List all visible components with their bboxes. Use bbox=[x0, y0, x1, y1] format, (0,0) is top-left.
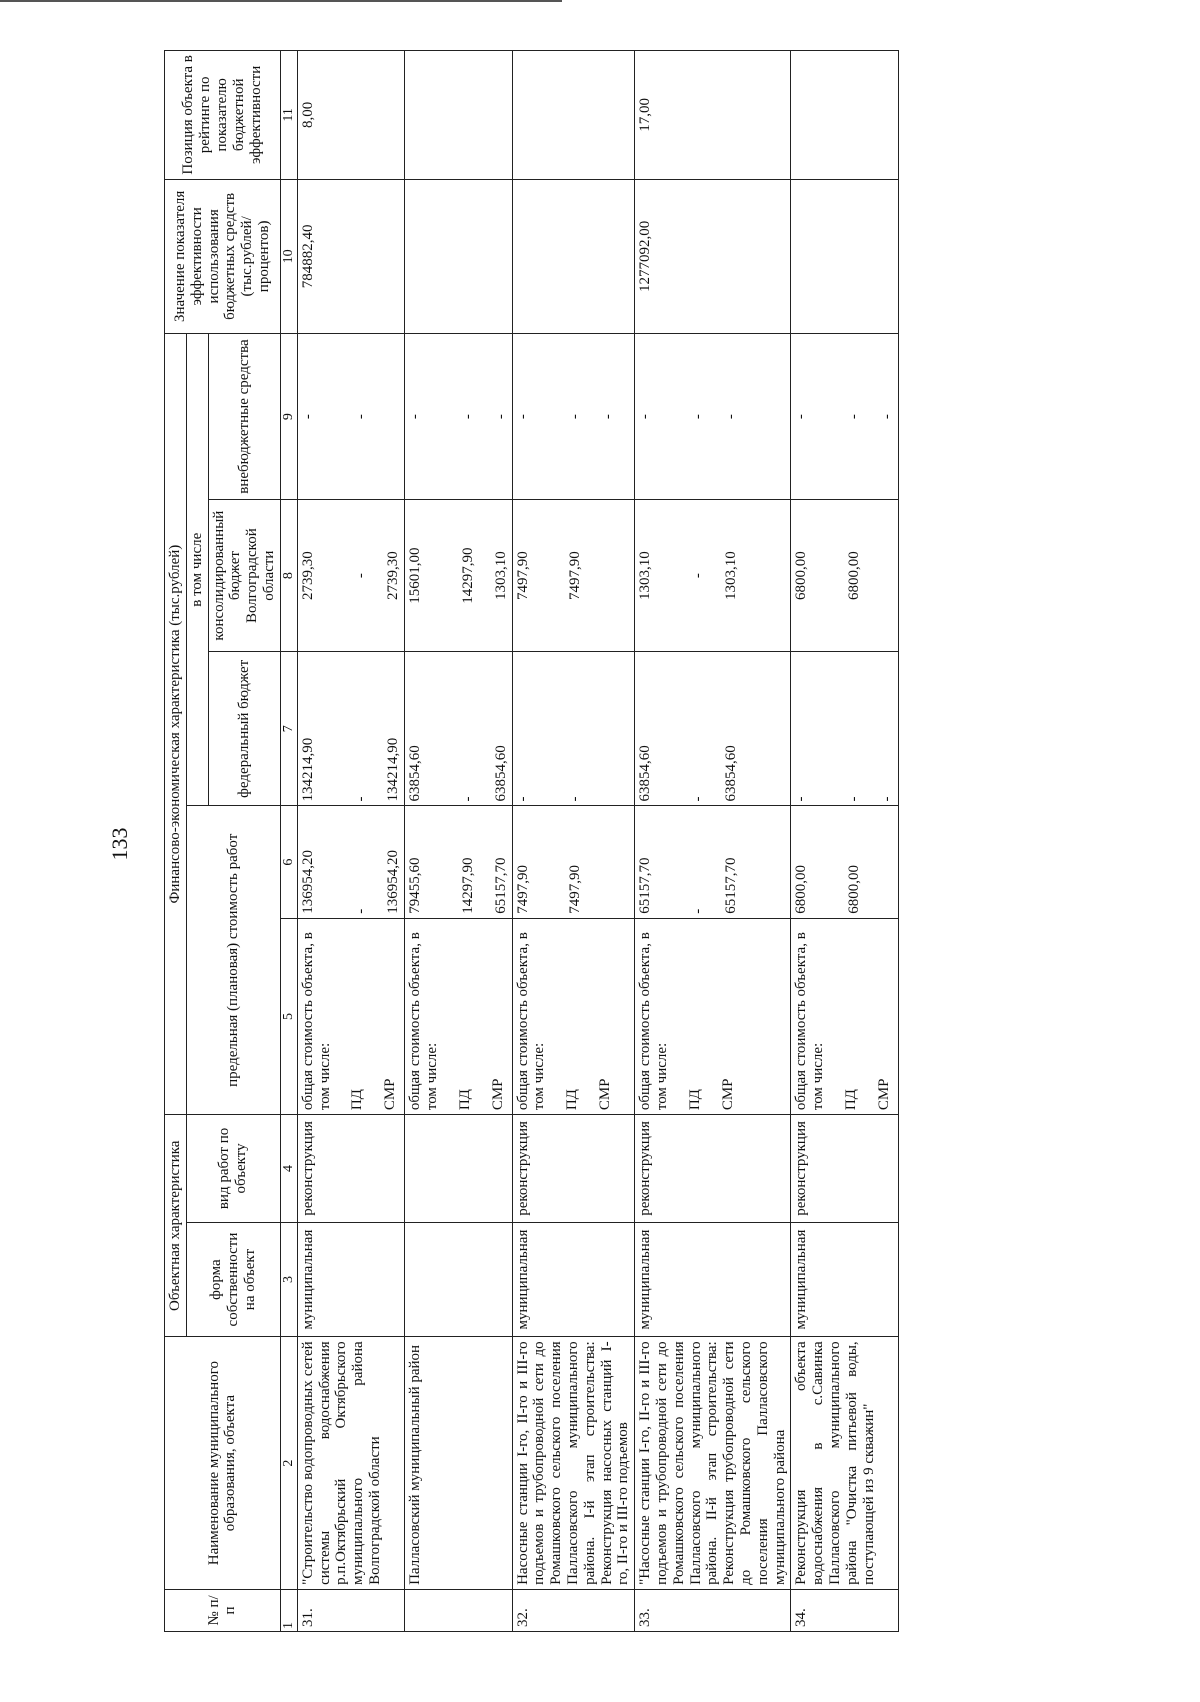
pd-extrabudget: - bbox=[352, 414, 369, 420]
smr-label: СМР bbox=[489, 1078, 506, 1111]
total-value: 7497,90 bbox=[514, 864, 531, 914]
total-regional: 1303,10 bbox=[637, 551, 654, 600]
total-regional: 6800,00 bbox=[793, 551, 810, 600]
col-number: 8 bbox=[280, 500, 297, 652]
header-object-char: Объектная характеристика bbox=[165, 1115, 187, 1337]
col-number: 9 bbox=[280, 334, 297, 500]
col-number: 6 bbox=[280, 806, 297, 918]
cost-total bbox=[635, 806, 791, 918]
pd-label: ПД bbox=[349, 1089, 366, 1111]
pd-federal: - bbox=[459, 796, 476, 802]
total-value: 136954,20 bbox=[299, 849, 316, 914]
pd-label: ПД bbox=[842, 1089, 859, 1111]
table-row bbox=[405, 51, 512, 1632]
smr-label: СМР bbox=[382, 1078, 399, 1111]
rank-value: 17,00 bbox=[635, 51, 791, 180]
total-value: 65157,70 bbox=[637, 857, 654, 914]
header-col-federal: федеральный бюджет bbox=[208, 652, 280, 806]
total-value: 6800,00 bbox=[793, 864, 810, 914]
object-name: Реконструкция объекта водоснабжения в с.Савинка Палласовского муниципального района "Очистка питьевой воды, поступающей из 9 скважин" bbox=[791, 1337, 898, 1590]
row-num: 33. bbox=[635, 1589, 791, 1631]
pd-value: 6800,00 bbox=[846, 864, 863, 914]
header-col-efficiency: Значение показателя эффективности использования бюджетных средств (тыс.рублей/ процентов) bbox=[165, 179, 281, 333]
object-name: Насосные станции I-го, II-го и III-го подъемов и трубопроводной сети до Ромашковского сельского поселения Палласовского муниципального района. I-й этап строительства: Реконструкция насосных станций I-го, II-го и III-го подъемов bbox=[512, 1337, 635, 1590]
col-number: 1 bbox=[280, 1589, 297, 1631]
total-federal: 134214,90 bbox=[299, 737, 316, 802]
smr-label: СМР bbox=[596, 1078, 613, 1111]
header-fin-char: Финансово-экономическая характеристика (тыс.рублей) bbox=[165, 334, 187, 1115]
scan-edge-line bbox=[0, 0, 562, 2]
work-type: реконструкция bbox=[297, 1115, 404, 1223]
efficiency-value: 784882,40 bbox=[297, 179, 404, 333]
object-name: "Строительство водопроводных сетей системы водоснабжения р.п.Октябрьский Октябрьского муниципального района Волгоградской области bbox=[297, 1337, 404, 1590]
row-num: 34. bbox=[791, 1589, 898, 1631]
pd-regional: - bbox=[352, 573, 369, 579]
total-label: общая стоимость объекта, в том числе: bbox=[514, 932, 548, 1111]
regional-budget bbox=[512, 500, 635, 652]
regional-budget bbox=[297, 500, 404, 652]
page-number: 133 bbox=[107, 827, 132, 861]
ownership: муниципальная bbox=[635, 1222, 791, 1337]
table-row bbox=[297, 51, 404, 1632]
header-col-cost: предельная (плановая) стоимость работ bbox=[186, 806, 280, 1115]
work-type: реконструкция bbox=[635, 1115, 791, 1223]
table-header bbox=[165, 51, 298, 1632]
smr-regional: 1303,10 bbox=[492, 551, 509, 600]
efficiency-value: 1277092,00 bbox=[635, 179, 791, 333]
federal-budget bbox=[297, 652, 404, 806]
extrabudget bbox=[297, 334, 404, 500]
cost-total bbox=[297, 806, 404, 918]
federal-budget bbox=[791, 652, 898, 806]
smr-regional: 2739,30 bbox=[385, 551, 402, 600]
table-row bbox=[791, 51, 898, 1632]
column-number-row bbox=[280, 51, 297, 1632]
row-num: 32. bbox=[512, 1589, 635, 1631]
total-regional: 2739,30 bbox=[299, 551, 316, 600]
pd-value: - bbox=[352, 908, 369, 914]
cost-total bbox=[791, 806, 898, 918]
pd-value: - bbox=[689, 908, 706, 914]
smr-federal: 134214,90 bbox=[385, 737, 402, 802]
smr-label: СМР bbox=[875, 1078, 892, 1111]
header-col-work: вид работ по объекту bbox=[186, 1115, 280, 1223]
pd-regional: 6800,00 bbox=[846, 551, 863, 600]
federal-budget bbox=[405, 652, 512, 806]
pd-federal: - bbox=[846, 796, 863, 802]
pd-label: ПД bbox=[686, 1089, 703, 1111]
col-number: 7 bbox=[280, 652, 297, 806]
cost-total bbox=[405, 806, 512, 918]
col-number: 11 bbox=[280, 51, 297, 180]
col-number: 4 bbox=[280, 1115, 297, 1223]
ownership: муниципальная bbox=[512, 1222, 635, 1337]
pd-federal: - bbox=[352, 796, 369, 802]
header-col-rank: Позиция объекта в рейтинге по показателю бюджетной эффективности bbox=[165, 51, 281, 180]
pd-label: ПД bbox=[564, 1089, 581, 1111]
table-row bbox=[635, 51, 791, 1632]
work-type: реконструкция bbox=[791, 1115, 898, 1223]
smr-value: 136954,20 bbox=[385, 849, 402, 914]
ownership: муниципальная bbox=[297, 1222, 404, 1337]
rank-value: 8,00 bbox=[297, 51, 404, 180]
pd-regional: 7497,90 bbox=[567, 551, 584, 600]
total-extrabudget: - bbox=[299, 414, 316, 420]
cost-labels bbox=[405, 918, 512, 1114]
extrabudget: - - - bbox=[791, 334, 898, 500]
pd-federal: - bbox=[689, 796, 706, 802]
total-label: общая стоимость объекта, в том числе: bbox=[793, 932, 827, 1111]
object-name: "Насосные станции I-го, II-го и III-го подъемов и трубопроводной сети до Ромашковского сельского поселения Палласовского муниципального района. II-й этап строительства: Реконструкция трубопроводной сети до Ромашковского сельского поселения Палласовского муниципального района bbox=[635, 1337, 791, 1590]
row-num: 31. bbox=[297, 1589, 404, 1631]
total-regional: 15601,00 bbox=[407, 547, 424, 604]
district-name: Палласовский муниципальный район bbox=[405, 1337, 512, 1590]
header-col-regional: консолидированный бюджет Волгоградской области bbox=[208, 500, 280, 652]
regional-budget bbox=[405, 500, 512, 652]
smr-federal: 63854,60 bbox=[722, 745, 739, 802]
smr-federal: - bbox=[878, 796, 895, 802]
header-incl: в том числе bbox=[186, 334, 208, 806]
ownership: муниципальная bbox=[791, 1222, 898, 1337]
cost-labels bbox=[297, 918, 404, 1114]
extrabudget: - - - bbox=[512, 334, 635, 500]
pd-federal: - bbox=[567, 796, 584, 802]
total-federal: - bbox=[514, 796, 531, 802]
federal-budget bbox=[512, 652, 635, 806]
total-federal: - bbox=[793, 796, 810, 802]
total-federal: 63854,60 bbox=[637, 745, 654, 802]
pd-value: 7497,90 bbox=[567, 864, 584, 914]
header-col-ownership: форма собственности на объект bbox=[186, 1222, 280, 1337]
regional-budget bbox=[791, 500, 898, 652]
pd-regional: - bbox=[689, 573, 706, 579]
total-label: общая стоимость объекта, в том числе: bbox=[407, 932, 440, 1111]
federal-budget bbox=[635, 652, 791, 806]
smr-value: 65157,70 bbox=[492, 857, 509, 914]
pd-regional: 14297,90 bbox=[459, 547, 476, 604]
extrabudget: - - - bbox=[405, 334, 512, 500]
col-number: 3 bbox=[280, 1222, 297, 1337]
regional-budget bbox=[635, 500, 791, 652]
col-number: 5 bbox=[280, 918, 297, 1114]
cost-labels bbox=[791, 918, 898, 1114]
smr-federal: 63854,60 bbox=[492, 745, 509, 802]
cost-labels bbox=[512, 918, 635, 1114]
rotated-table-wrapper bbox=[164, 50, 1192, 1632]
total-value: 79455,60 bbox=[407, 857, 424, 914]
col-number: 10 bbox=[280, 179, 297, 333]
smr-label: СМР bbox=[719, 1078, 736, 1111]
smr-value: 65157,70 bbox=[722, 857, 739, 914]
header-col-name: Наименование муниципального образования, объекта bbox=[165, 1337, 281, 1590]
total-label: общая стоимость объекта, в том числе: bbox=[637, 932, 670, 1111]
total-regional: 7497,90 bbox=[514, 551, 531, 600]
table-body bbox=[297, 51, 898, 1632]
extrabudget: - - - bbox=[635, 334, 791, 500]
pd-label: ПД bbox=[456, 1089, 473, 1111]
cost-total bbox=[512, 806, 635, 918]
pd-value: 14297,90 bbox=[459, 857, 476, 914]
cost-labels bbox=[635, 918, 791, 1114]
header-col-num: № п/п bbox=[165, 1589, 281, 1631]
table-row bbox=[512, 51, 635, 1632]
financial-table bbox=[164, 50, 899, 1632]
col-number: 2 bbox=[280, 1337, 297, 1590]
header-col-extrabudget: внебюджетные средства bbox=[208, 334, 280, 500]
total-federal: 63854,60 bbox=[407, 745, 424, 802]
work-type: реконструкция bbox=[512, 1115, 635, 1223]
total-label: общая стоимость объекта, в том числе: bbox=[299, 932, 333, 1111]
smr-regional: 1303,10 bbox=[722, 551, 739, 600]
